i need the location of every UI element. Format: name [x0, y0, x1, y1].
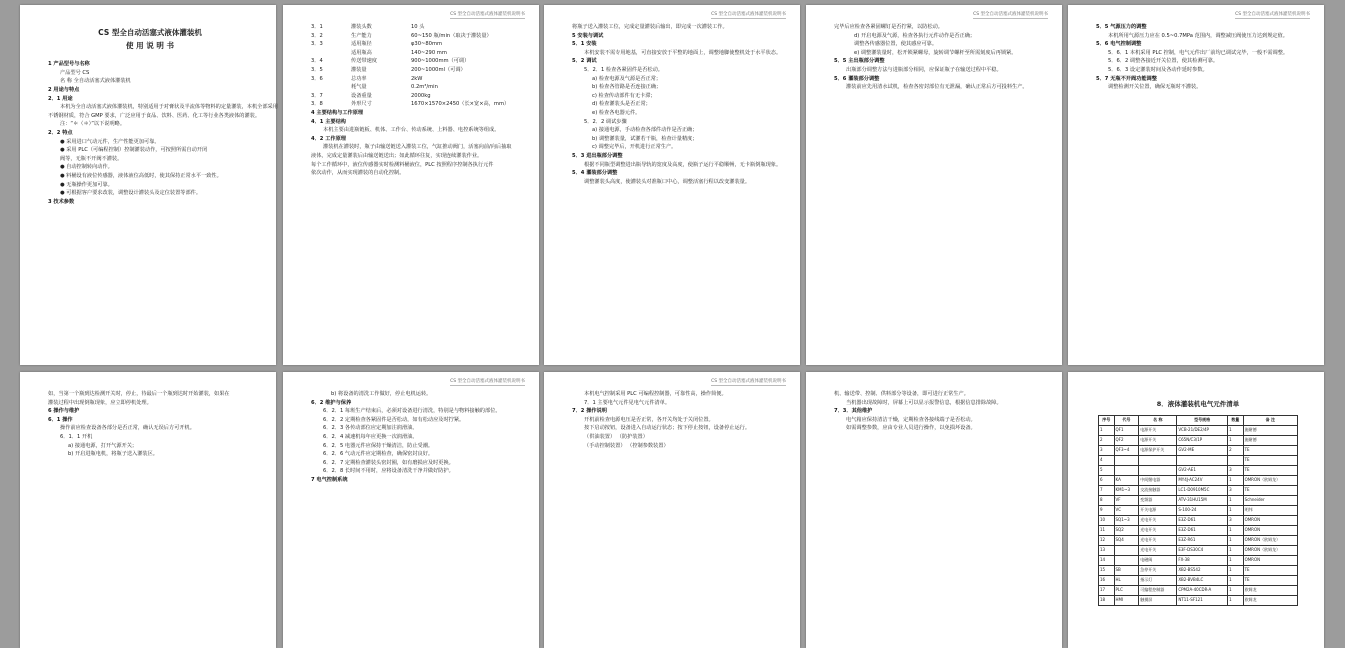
- table-cell: [1177, 455, 1228, 465]
- document-page-10: [1068, 372, 1324, 648]
- table-cell: 8: [1099, 495, 1115, 505]
- table-cell: 15: [1099, 565, 1115, 575]
- table-cell: TE: [1243, 485, 1297, 495]
- text-line: 按下启动按钮，设备进入自动运行状态；按下停止按钮，设备停止运行。: [584, 425, 751, 432]
- table-cell: Schneider: [1243, 495, 1297, 505]
- text-line: ● 采用 PLC（可编程控制）控制灌装动作，可按照所需自动开闭: [60, 147, 208, 154]
- spec-row: [311, 92, 515, 101]
- text-line: 阀等，无瓶不开阀不灌装。: [60, 155, 123, 162]
- table-cell: 电磁阀: [1139, 555, 1177, 565]
- table-cell: 欧姆龙: [1243, 585, 1297, 595]
- text-line: a) 接通电源，手动检查各部件动作是否正确；: [592, 127, 698, 134]
- text-line: ● 可根据客户要求改装，调整设计灌装头及定位装置等部件。: [60, 190, 202, 197]
- text-line: 依次动作，从而实现灌装的自动化控制。: [311, 170, 405, 177]
- spec-number: 3．5: [311, 66, 323, 73]
- text-line: 调整检测开关位置，确保无瓶时不灌装。: [1108, 84, 1202, 91]
- table-cell: 1: [1099, 425, 1115, 435]
- table-cell: OMRON: [1243, 515, 1297, 525]
- spec-list: [311, 23, 515, 109]
- table-cell: 可编程控制器: [1139, 585, 1177, 595]
- section-heading: 7 电气控制系统: [311, 476, 348, 483]
- table-cell: 2: [1228, 445, 1244, 455]
- section-heading: 4．1 主要结构: [311, 118, 346, 125]
- table-cell: 1: [1228, 475, 1244, 485]
- text-line: 6．1．1 开机: [60, 433, 93, 440]
- page-body-4: [834, 23, 1038, 92]
- table-cell: [1139, 455, 1177, 465]
- electrical-parts-table: [1098, 415, 1298, 606]
- table-cell: 16: [1099, 575, 1115, 585]
- table-cell: OMRON: [1243, 525, 1297, 535]
- table-row: [1099, 455, 1298, 465]
- table-cell: S-100-24: [1177, 505, 1228, 515]
- table-cell: PLC: [1114, 585, 1139, 595]
- page-body-8: [572, 390, 776, 450]
- section-heading: 1 产品型号与名称: [48, 61, 90, 68]
- document-page-4: [806, 5, 1062, 365]
- section-heading: 5 安装与调试: [572, 32, 604, 39]
- text-line: ● 无瓶操作更加可靠。: [60, 181, 113, 188]
- text-line: 5．6．1 本机采用 PLC 控制，电气元件出厂前均已调试完毕，一般不需调整。: [1108, 49, 1289, 56]
- spec-name: 耗气量: [351, 84, 367, 91]
- spec-number: 3．1: [311, 24, 323, 30]
- spec-row: [311, 83, 515, 92]
- table-cell: VC: [1114, 505, 1139, 515]
- spec-name: 生产能力: [351, 32, 372, 39]
- text-line: 5．2．2 调试步骤: [584, 118, 627, 125]
- spec-row: [311, 75, 515, 84]
- text-line: e) 检查各电器元件。: [592, 109, 641, 116]
- text-line: 本机所用气源压力应在 0.5~0.7MPa 范围内，调整减压阀使压力达到规定值。: [1108, 32, 1288, 39]
- section-heading: 4．2 工作原理: [311, 135, 346, 142]
- document-page-5: [1068, 5, 1324, 365]
- table-cell: QF1: [1114, 425, 1139, 435]
- table-cell: 触摸屏: [1139, 595, 1177, 605]
- document-page-7: [283, 372, 539, 648]
- table-row: [1099, 435, 1298, 445]
- page-body-10: [1098, 392, 1298, 606]
- table-cell: 1: [1228, 535, 1244, 545]
- document-page-2: [283, 5, 539, 365]
- table-row: [1099, 545, 1298, 555]
- text-line: 调整灌装头高度，使灌装头对准瓶口中心，调整活塞行程以改变灌装量。: [584, 178, 751, 185]
- section-heading: 2 用途与特点: [48, 86, 80, 93]
- text-line: （手动控制装置） （控制参数装置）: [584, 442, 669, 449]
- table-row: [1099, 535, 1298, 545]
- table-cell: 交流接触器: [1139, 485, 1177, 495]
- spec-value: 900~1000mm（可调）: [411, 58, 470, 65]
- table-cell: 变频器: [1139, 495, 1177, 505]
- text-line: 如需调整参数，应由专业人员进行操作，以免损坏设备。: [846, 425, 976, 432]
- spec-number: 3．7: [311, 92, 323, 99]
- spec-name: 灌装头数: [351, 24, 372, 30]
- table-cell: 1: [1228, 505, 1244, 515]
- table-cell: 3: [1228, 485, 1244, 495]
- text-line: 6．2．2 定期检查各紧固件是否松动，如有松动应及时拧紧。: [323, 416, 465, 423]
- text-line: 不锈钢材质，符合 GMP 要求，广泛应用于食品、饮料、医药、化工等行业各类液体的灌装。: [48, 112, 261, 119]
- table-row: [1099, 475, 1298, 485]
- table-cell: 急停开关: [1139, 565, 1177, 575]
- text-line: 注：“＊（＊）”以下说明略。: [60, 121, 126, 128]
- table-row: [1099, 585, 1298, 595]
- table-row: [1099, 495, 1298, 505]
- text-line: 灌装过程中出现倒瓶现象，应立即停机处理。: [48, 399, 152, 406]
- spec-row: [311, 32, 515, 41]
- page-header: CS 型全自动活塞式液体灌装机说明书: [711, 379, 786, 384]
- table-cell: 9: [1099, 505, 1115, 515]
- table-cell: 1: [1228, 555, 1244, 565]
- table-cell: 1: [1228, 545, 1244, 555]
- table-cell: SQ2: [1114, 525, 1139, 535]
- table-cell: 7: [1099, 485, 1115, 495]
- text-line: 7．1 主要电气元件见电气元件清单。: [584, 399, 671, 406]
- text-line: b) 开启进瓶电机，将瓶子送入灌装区。: [68, 451, 158, 458]
- spec-number: 3．6: [311, 75, 323, 82]
- table-cell: 1: [1228, 565, 1244, 575]
- text-line: d) 检查灌装头是否正常；: [592, 101, 651, 108]
- text-line: b) 将设备的清洗工作做好，停止电机运转。: [331, 391, 432, 397]
- table-cell: HL: [1114, 575, 1139, 585]
- text-line: d) 开启电源及气源，检查各执行元件动作是否正确；: [854, 32, 976, 39]
- document-page-1: [20, 5, 276, 365]
- table-cell: KA: [1114, 475, 1139, 485]
- page-header: CS 型全自动活塞式液体灌装机说明书: [711, 12, 786, 17]
- spec-number: 3．2: [311, 32, 323, 39]
- section-heading: 5．6 灌装部分调整: [834, 75, 880, 82]
- table-cell: E3Z-D61: [1177, 515, 1228, 525]
- page-body-3: [572, 23, 782, 186]
- table-cell: 开关电源: [1139, 505, 1177, 515]
- text-line: 名 称 全自动活塞式液体灌装机: [60, 78, 131, 85]
- table-cell: 2: [1099, 435, 1115, 445]
- section-heading: 5．3 进出瓶部分调整: [572, 152, 623, 159]
- table-cell: SB: [1114, 565, 1139, 575]
- table-cell: LC1-D0910M5C: [1177, 485, 1228, 495]
- table-cell: 18: [1099, 595, 1115, 605]
- table-cell: [1114, 455, 1139, 465]
- page-header: CS 型全自动活塞式液体灌装机说明书: [1235, 12, 1310, 17]
- spec-value: 10 头: [411, 24, 425, 30]
- column-header: 序号: [1099, 415, 1115, 425]
- section-heading: 5．7 无瓶不开阀功能调整: [1096, 75, 1157, 82]
- table-cell: TE: [1243, 445, 1297, 455]
- table-cell: 1: [1228, 575, 1244, 585]
- table-row: [1099, 515, 1298, 525]
- text-line: ● 自动控制转向动作。: [60, 164, 113, 171]
- text-line: 本机主要由进瓶链板、机体、工作台、传动系统、上料器、电控系统等组成。: [323, 127, 500, 134]
- text-line: 灌装前应先用清水试机，检查各密封部位有无泄漏，确认正常后方可投料生产。: [846, 84, 1028, 91]
- spec-number: [311, 83, 351, 92]
- table-cell: ATV-31HU15M: [1177, 495, 1228, 505]
- page-header: CS 型全自动活塞式液体灌装机说明书: [973, 12, 1048, 17]
- section-heading: 7．2 操作说明: [572, 408, 607, 415]
- table-cell: GV2-AE1: [1177, 465, 1228, 475]
- table-cell: 6: [1099, 475, 1115, 485]
- text-line: 产品型号 CS: [60, 69, 90, 76]
- table-row: [1099, 445, 1298, 455]
- table-cell: 13: [1099, 545, 1115, 555]
- table-cell: 10: [1099, 515, 1115, 525]
- text-line: 完毕后应检查各紧固螺钉是否拧紧，以防松动。: [834, 24, 943, 30]
- table-cell: 光电开关: [1139, 545, 1177, 555]
- page-header: CS 型全自动活塞式液体灌装机说明书: [450, 12, 525, 17]
- table-row: [1099, 465, 1298, 475]
- table-cell: 14: [1099, 555, 1115, 565]
- table-cell: TE: [1243, 565, 1297, 575]
- table-row: [1099, 595, 1298, 605]
- table-cell: SQ1~3: [1114, 515, 1139, 525]
- text-line: 5．6．2 调整各接近开关位置，使其检测可靠。: [1108, 58, 1219, 65]
- section-heading: 6．1 操作: [48, 416, 73, 423]
- text-line: a) 检查电源及气源是否正常；: [592, 75, 662, 82]
- table-cell: 光电开关: [1139, 535, 1177, 545]
- spec-name: 总功率: [351, 75, 367, 82]
- spec-value: 0.2m³/min: [411, 84, 438, 91]
- spec-row: [311, 40, 515, 49]
- text-line: 6．2．6 气动元件应定期检查，确保密封良好。: [323, 451, 434, 458]
- spec-row: [311, 49, 515, 58]
- table-cell: 17: [1099, 585, 1115, 595]
- page-header: CS 型全自动活塞式液体灌装机说明书: [450, 379, 525, 384]
- section-heading: 2．1 用途: [48, 95, 73, 102]
- table-cell: E3F-DS30C4: [1177, 545, 1228, 555]
- text-line: 6．2．5 电器元件应保持干燥清洁，防止受潮。: [323, 442, 434, 449]
- section-heading: 5．1 安装: [572, 41, 597, 48]
- text-line: 将瓶子送入灌装工位，完成定量灌装后输出，即完成一次灌装工作。: [572, 24, 728, 30]
- table-cell: KM1~3: [1114, 485, 1139, 495]
- column-header: 型号规格: [1177, 415, 1228, 425]
- text-line: b) 检查各管路是否连接正确；: [592, 84, 662, 91]
- column-header: 代号: [1114, 415, 1139, 425]
- table-body: [1099, 425, 1298, 605]
- column-header: 数量: [1228, 415, 1244, 425]
- table-cell: [1114, 545, 1139, 555]
- table-cell: 施耐德: [1243, 435, 1297, 445]
- section-heading: 2．2 特点: [48, 129, 73, 136]
- text-line: b) 调整灌装量，试灌若干瓶，检查计量精度；: [592, 135, 698, 142]
- table-cell: QF2: [1114, 435, 1139, 445]
- table-cell: 1: [1228, 425, 1244, 435]
- text-line: 根据不同瓶型调整进出瓶导轨的宽度及高度，使瓶子运行平稳顺畅，无卡瓶倒瓶现象。: [584, 161, 782, 168]
- document-page-8: [544, 372, 800, 648]
- table-cell: QF3~4: [1114, 445, 1139, 455]
- text-line: 如，当第一个瓶到达检测开关时，停止，待最后一个瓶到达时开始灌装，如果在: [48, 391, 230, 397]
- spec-number: 3．3: [311, 41, 323, 48]
- table-cell: NT11-SF121: [1177, 595, 1228, 605]
- spec-value: 1670×1570×2450（长×宽×高，mm）: [411, 101, 510, 108]
- section-heading: 5．5 气源压力的调整: [1096, 24, 1147, 30]
- table-cell: XB2-BVB4LC: [1177, 575, 1228, 585]
- page-body-9: [834, 390, 1038, 433]
- table-header-row: [1099, 415, 1298, 425]
- table-row: [1099, 485, 1298, 495]
- section-heading: 6 操作与维护: [48, 408, 80, 415]
- section-heading: 5．4 灌装部分调整: [572, 170, 618, 177]
- spec-name: 设备重量: [351, 92, 372, 99]
- page-body-6: [48, 390, 252, 459]
- section-heading: 5．2 调试: [572, 58, 597, 65]
- table-row: [1099, 565, 1298, 575]
- table-cell: [1139, 465, 1177, 475]
- table-row: [1099, 525, 1298, 535]
- table-cell: 电源开关: [1139, 425, 1177, 435]
- text-line: 6．2．8 长时间不用时，应将设备清洗干净并做好防护。: [323, 468, 454, 475]
- spec-value: 60~150 瓶/min（取决于灌装量）: [411, 32, 492, 39]
- text-line: 出瓶部分调整方法与进瓶部分相同，应保证瓶子在输送过程中平稳。: [846, 66, 1002, 73]
- text-line: ● 采用进口气动元件，生产性能更加可靠。: [60, 138, 160, 145]
- spec-name: 外形尺寸: [351, 101, 372, 108]
- table-cell: VCB-21/DE2/4P: [1177, 425, 1228, 435]
- text-line: 机、输送带、控制、供料部分等设备，即可进行正常生产。: [834, 391, 969, 397]
- manual-title: CS 型全自动活塞式液体灌装机: [98, 28, 202, 37]
- spec-number: [311, 49, 351, 58]
- spec-row: [311, 57, 515, 66]
- section-heading: 4 主要结构与工作原理: [311, 109, 364, 116]
- table-cell: 指示灯: [1139, 575, 1177, 585]
- section-heading: 6．2 维护与保养: [311, 399, 352, 406]
- table-cell: OMRON（欧姆龙）: [1243, 475, 1297, 485]
- column-header: 备 注: [1243, 415, 1297, 425]
- table-cell: 中间继电器: [1139, 475, 1177, 485]
- table-cell: 欧姆龙: [1243, 595, 1297, 605]
- table-cell: 光电开关: [1139, 525, 1177, 535]
- spec-row: [311, 23, 515, 32]
- table-row: [1099, 555, 1298, 565]
- spec-value: 2kW: [411, 75, 423, 82]
- table-cell: 电源保护开关: [1139, 445, 1177, 455]
- table-cell: 4: [1099, 455, 1115, 465]
- spec-row: [311, 100, 515, 109]
- text-line: c) 检查传动部件有无卡滞；: [592, 92, 656, 99]
- table-cell: MY4J-AC24V: [1177, 475, 1228, 485]
- table-cell: VF: [1114, 495, 1139, 505]
- table-cell: 3: [1228, 465, 1244, 475]
- table-cell: 11: [1099, 525, 1115, 535]
- text-line: 本机为全自动活塞式液体灌装机，特别适用于对膏状及半流体等物料的定量灌装，本机全部采用: [60, 104, 278, 111]
- text-line: 6．2．1 每班生产结束后，必须对设备进行清洗，特别是与物料接触的部位。: [323, 408, 501, 415]
- text-line: 当机器出现故障时，屏幕上可以显示报警信息，根据信息排除故障。: [846, 399, 1002, 406]
- table-cell: [1114, 555, 1139, 565]
- table-cell: OMRON（欧姆龙）: [1243, 535, 1297, 545]
- text-line: 灌装机在灌装时，瓶子由输送链送入灌装工位，气缸推动阀门，活塞向前/向后抽取: [323, 144, 512, 151]
- text-line: 电气箱应保持清洁干燥，定期检查各接线端子是否松动。: [846, 416, 976, 423]
- text-line: 5．2．1 检查各紧固件是否松动。: [584, 66, 663, 73]
- table-cell: 明纬: [1243, 505, 1297, 515]
- section-heading: 7．3．其他维护: [834, 408, 873, 415]
- text-line: （供油装置） （防护装置）: [584, 433, 648, 440]
- table-cell: TE: [1243, 575, 1297, 585]
- text-line: 本机电气控制采用 PLC 可编程控制器，可靠性高，操作简便。: [584, 391, 727, 397]
- table-cell: TE: [1243, 465, 1297, 475]
- spec-value: 2000kg: [411, 92, 431, 99]
- table-cell: 1: [1228, 495, 1244, 505]
- text-line: 6．2．7 定期检查灌装头密封圈，如有磨损应及时更换。: [323, 459, 454, 466]
- spec-number: 3．4: [311, 58, 323, 65]
- table-cell: 3: [1228, 515, 1244, 525]
- table-cell: GV2-ME: [1177, 445, 1228, 455]
- text-line: 6．2．4 减速机每年应更换一次润滑油。: [323, 433, 418, 440]
- spec-row: [311, 66, 515, 75]
- table-cell: 1: [1228, 595, 1244, 605]
- text-line: 本机安装不需专用地基，可直接安放于平整的地面上，调整地脚使整机处于水平状态。: [584, 49, 782, 56]
- table-row: [1099, 505, 1298, 515]
- text-line: ● 料桶设有液位传感器，液体液位高低时，使其保持正常水平一致性。: [60, 172, 222, 179]
- text-line: 5．6．3 设定灌装时间及各动作延时参数。: [1108, 66, 1208, 73]
- table-row: [1099, 575, 1298, 585]
- text-line: c) 调整完毕后，开机进行正常生产。: [592, 144, 677, 151]
- table-cell: HMI: [1114, 595, 1139, 605]
- document-page-6: [20, 372, 276, 648]
- table-cell: 3: [1099, 445, 1115, 455]
- table-cell: XB2-BS542: [1177, 565, 1228, 575]
- table-cell: [1228, 455, 1244, 465]
- text-line: 调整各传感器位置，使其感应可靠。: [854, 41, 938, 48]
- table-cell: 12: [1099, 535, 1115, 545]
- table-cell: SQ4: [1114, 535, 1139, 545]
- table-cell: OMRON: [1243, 555, 1297, 565]
- spec-number: 3．8: [311, 101, 323, 108]
- spec-name: 适用瓶径: [351, 41, 372, 48]
- table-row: [1099, 425, 1298, 435]
- text-line: 开机前检查电源电压是否正常，各开关均处于关闭位置。: [584, 416, 714, 423]
- table-cell: TE: [1243, 455, 1297, 465]
- document-page-9: [806, 372, 1062, 648]
- spec-name: 传送带速度: [351, 58, 377, 65]
- table-cell: E3Z-R61: [1177, 535, 1228, 545]
- spec-value: φ30~80mm: [411, 41, 443, 48]
- table-cell: 电源开关: [1139, 435, 1177, 445]
- document-page-3: [544, 5, 800, 365]
- table-cell: E3Z-D61: [1177, 525, 1228, 535]
- text-line: e) 调整灌装量时，松开锁紧螺母，旋转调节螺杆至所需刻度后再锁紧。: [854, 49, 1017, 56]
- text-line: 6．2．3 各传动部位应定期加注润滑油。: [323, 425, 418, 432]
- page-body-2: [311, 23, 515, 178]
- page-body-7: [311, 390, 515, 485]
- page-body-1: [48, 23, 278, 206]
- table-cell: OMRON（欧姆龙）: [1243, 545, 1297, 555]
- table-cell: CPM2A-40CDR-A: [1177, 585, 1228, 595]
- section-heading: 5．5 主出瓶部分调整: [834, 58, 885, 65]
- spec-value: 200~1000ml（可调）: [411, 66, 466, 73]
- table-cell: [1114, 465, 1139, 475]
- manual-subtitle: 使 用 说 明 书: [126, 40, 174, 50]
- section-heading: 3 技术参数: [48, 198, 75, 205]
- table-cell: 1: [1228, 435, 1244, 445]
- table-cell: 施耐德: [1243, 425, 1297, 435]
- spec-value: 140~290 mm: [411, 49, 447, 56]
- table-cell: 1: [1228, 585, 1244, 595]
- text-line: 液体，完成定量灌装后由输送链送出；如此循环往复，实现连续灌装作业。: [311, 152, 483, 159]
- spec-name: 灌装量: [351, 66, 367, 73]
- table-title: 8．液体灌装机电气元件清单: [1156, 400, 1240, 408]
- table-cell: 光电开关: [1139, 515, 1177, 525]
- text-line: a) 接通电源，打开气源开关；: [68, 442, 138, 449]
- table-cell: 5: [1099, 465, 1115, 475]
- text-line: 操作前应检查设备各部分是否正常，确认无误后方可开机。: [60, 425, 195, 432]
- table-cell: 1: [1228, 525, 1244, 535]
- column-header: 名 称: [1139, 415, 1177, 425]
- section-heading: 5．6 电气控制调整: [1096, 41, 1142, 48]
- table-cell: FX-38: [1177, 555, 1228, 565]
- page-body-5: [1096, 23, 1300, 92]
- table-cell: C65N/C3/1P: [1177, 435, 1228, 445]
- text-line: 每个工作循环中，液位传感器实时检测料桶液位，PLC 按照程序控制各执行元件: [311, 161, 494, 168]
- spec-name: 适用瓶高: [351, 49, 372, 56]
